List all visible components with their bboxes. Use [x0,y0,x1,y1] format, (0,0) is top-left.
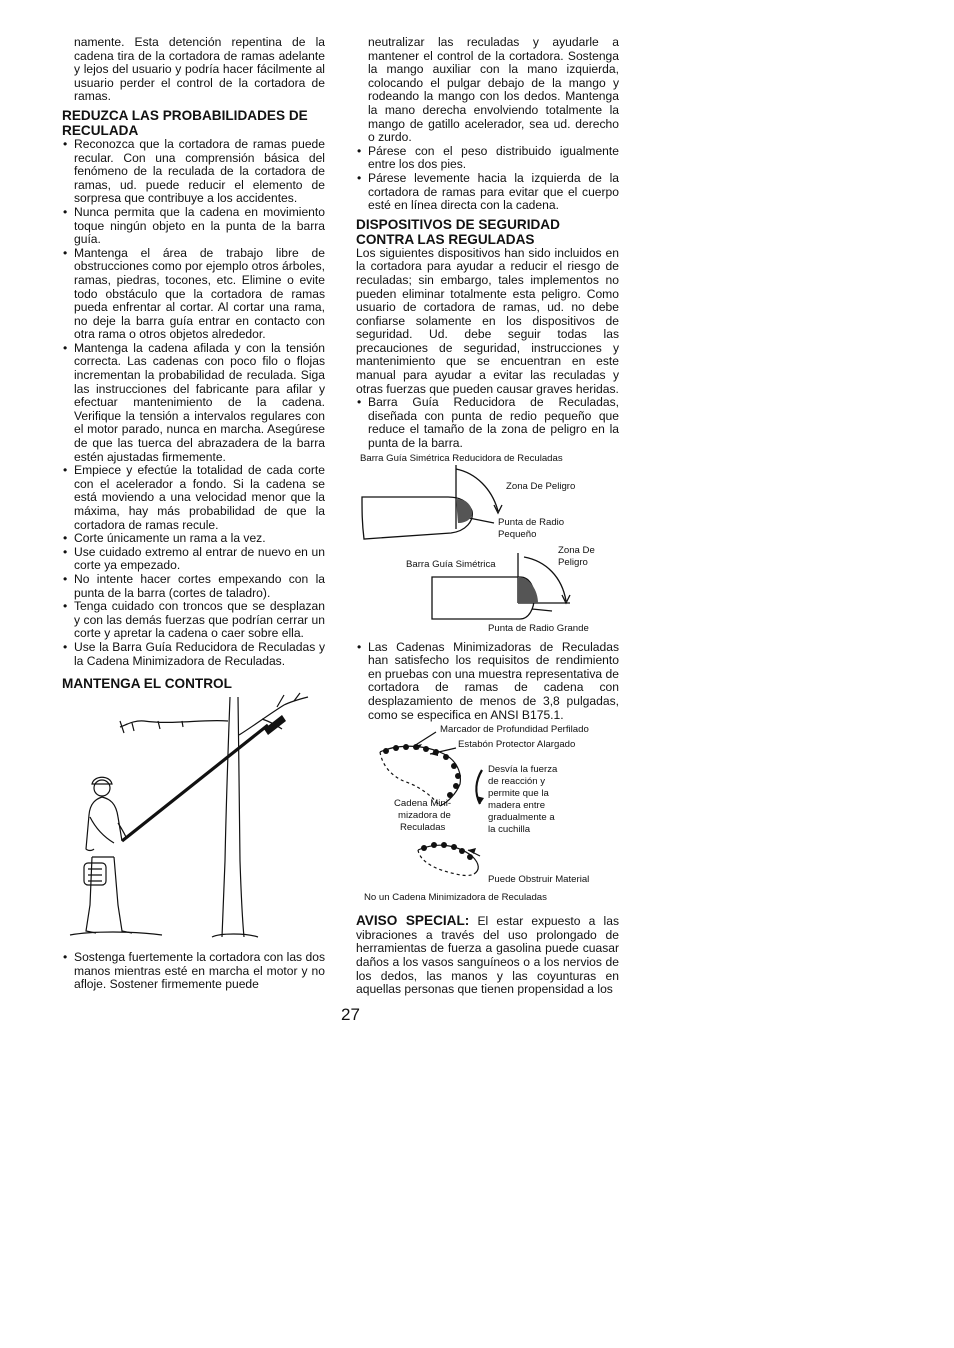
guide-bar-drawing [356,453,619,635]
guide-bar-list [356,396,619,450]
guard-link-label: Estabón Protector Alargado [458,739,576,751]
safety-devices-paragraph: Los siguientes dispositivos han sido incluidos en la cortadora para ayudar a reducir el riesgo de reculadas; sin embargo, tales implementos no pueden eliminar totalmente esta peligro. Como usuario de cortadora de ramas, ud. no debe confiarse solamente en los dispositivos de seguridad. Ud. debe seguir todas las precauciones de seguridad, instrucciones y mantenimiento que se encuentran en este manual para ayudar a evitar las reculadas y otras fuerzas que pueden causar graves heridas. [356,245,619,396]
deflects-label-5: gradualmente a [488,812,555,824]
list-item: • Las Cadenas Minimizadoras de Reculadas han satisfecho los requisitos de rendimiento en pruebas con una muestra representativa de cortadora de ramas de cadena con desplazamiento de menos de 3,8 pulgadas, como se especifica en ANSI B175.1. [356,641,619,723]
deflects-label-4: madera entre [488,800,546,812]
list-item: • Empiece y efectúe la totalidad de cada corte con el acelerador a fondo. Si la cadena se está moviendo a una velocidad menor que la máxima, hay más probabilidad de que la cortadora de ramas recule. [62,464,325,532]
stance-list [356,145,619,213]
symmetric-bar-label: Barra Guía Simétrica [406,558,496,570]
continuation-paragraph: neutralizar las reculadas y ayudarle a mantener el control de la cortadora. Sostenga la mango auxiliar con la mano izquierda, colocando el pulgar debajo de la mango y rodeando la mango con los dedos. Mantenga la mano derecha envolviendo totalmente la mango de gatillo acelerador, sea ud. derecho o zurdo. [368,35,619,145]
not-min-chain-label: No un Cadena Minimizadora de Reculadas [364,892,547,904]
list-item: • Corte únicamente un rama a la vez. [62,532,325,546]
intro-paragraph: namente. Esta detención repentina de la cadena tira de la cortadora de ramas adelante y lejos del usuario y podría hacer fácilmente al usuario perder el control de la cortadora de ramas. [74,35,325,104]
safety-devices-heading: DISPOSITIVOS DE SEGURIDAD CONTRA LAS REGULADAS [356,216,560,247]
list-item: • Use la Barra Guía Reducidora de Reculadas y la Cadena Minimizadora de Reculadas. [62,641,325,668]
zone-bottom-label-1: Zona De [558,544,595,556]
list-item: • Párese con el peso distribuido igualmente entre los dos pies. [356,145,619,172]
list-item: • Barra Guía Reducidora de Reculadas, diseñada con punta de redio pequeño que reduce el tamaño de la zona de peligro en la punta de la barra. [356,396,619,450]
list-item: • Mantenga la cadena afilada y con la tensión correcta. Las cadenas con poco filo o flojas incrementan la probabilidad de reculada. Siga las instrucciones del fabricante para afilar y efectuar mantenimiento de la cadena. Verifique la tensión a intervalos regulares con el motor parado, nunca en marcha. Asegúrese de que las tuerca del abrazadera de la barra estén ajustadas firmemente. [62,342,325,464]
may-obstruct-label: Puede Obstruir Material [488,874,590,886]
special-notice-paragraph [356,914,619,997]
pole-saw-operator-illustration [62,691,325,943]
bar-figure-title: Barra Guía Simétrica Reducidora de Reculadas [360,452,563,464]
deflects-label-6: la cuchilla [488,824,531,836]
list-item: • No intente hacer cortes empexando con la punta de la barra (cortes de taladro). [62,573,325,600]
chain-list [356,641,619,723]
min-chain-label-2: mizadora de [398,810,451,822]
guide-bar-diagram [356,453,619,635]
list-item: • Mantenga el área de trabajo libre de obstrucciones como por ejemplo otros árboles, ramas, piedras, tocones, etc. Elimine o evite todo obstáculo que la cortadora de ramas pueda enfrentar al cortar. Al cortar una rama, no deje la barra guía entrar en contacto con otra rama o otros objetos alrededor. [62,247,325,342]
zone-bottom-label-2: Peligro [558,556,588,568]
large-tip-label: Punta de Radio Grande [488,622,589,634]
list-item: • Sostenga fuertemente la cortadora con las dos manos mientras esté en marcha el motor y no afloje. Sostener firmemente puede [62,951,325,992]
reduce-kickback-list [62,138,325,668]
page-number: 27 [341,1005,360,1024]
zone-top-label: Zona De Peligro [506,480,576,492]
maintain-control-list [62,951,325,992]
min-chain-label-1: Cadena Mini- [394,798,452,810]
maintain-control-heading: MANTENGA EL CONTROL [62,676,232,692]
deflects-label-3: permite que la [488,788,549,800]
chain-diagram [356,724,619,908]
list-item: • Reconozca que la cortadora de ramas puede recular. Con una comprensión básica del fenómeno de la reculada de la cortadora de ramas, ud. puede reducir el elemento de sorpresa que contribuye a los accidentes. [62,138,325,206]
list-item: • Tenga cuidado con troncos que se desplazan y con las demás fuerzas que podrían cerrar un corte y apretar la cadena o caer sobre ella. [62,600,325,641]
list-item: • Párese levemente hacia la izquierda de la cortadora de ramas para evitar que el cuerpo esté en línea directa con la cadena. [356,172,619,213]
list-item: • Use cuidado extremo al entrar de nuevo en un corte ya empezado. [62,546,325,573]
reduce-kickback-heading: REDUZCA LAS PROBABILIDADES DE RECULADA [62,107,308,138]
small-tip-label-1: Punta de Radio [498,516,565,528]
depth-marker-label: Marcador de Profundidad Perfilado [440,724,589,736]
deflects-label-2: de reacción y [488,776,546,788]
deflects-label-1: Desvía la fuerza [488,764,558,776]
small-tip-label-2: Pequeño [498,528,537,540]
special-notice-label: AVISO SPECIAL: [356,913,470,929]
right-column [356,36,619,997]
list-item: • Nunca permita que la cadena en movimiento toque ningún objeto en la punta de la barra guía. [62,206,325,247]
min-chain-label-3: Reculadas [400,822,446,834]
left-column [62,36,325,992]
special-notice-text: El estar expuesto a las vibraciones a través del uso prolongado de herramientas de fuerza a gasolina puede cuasar daños a los vasos sanguíneos o a los nervios de los dedos, las manos y las coyunturas en aquellas personas que tienen propensidad a los [356,914,619,997]
